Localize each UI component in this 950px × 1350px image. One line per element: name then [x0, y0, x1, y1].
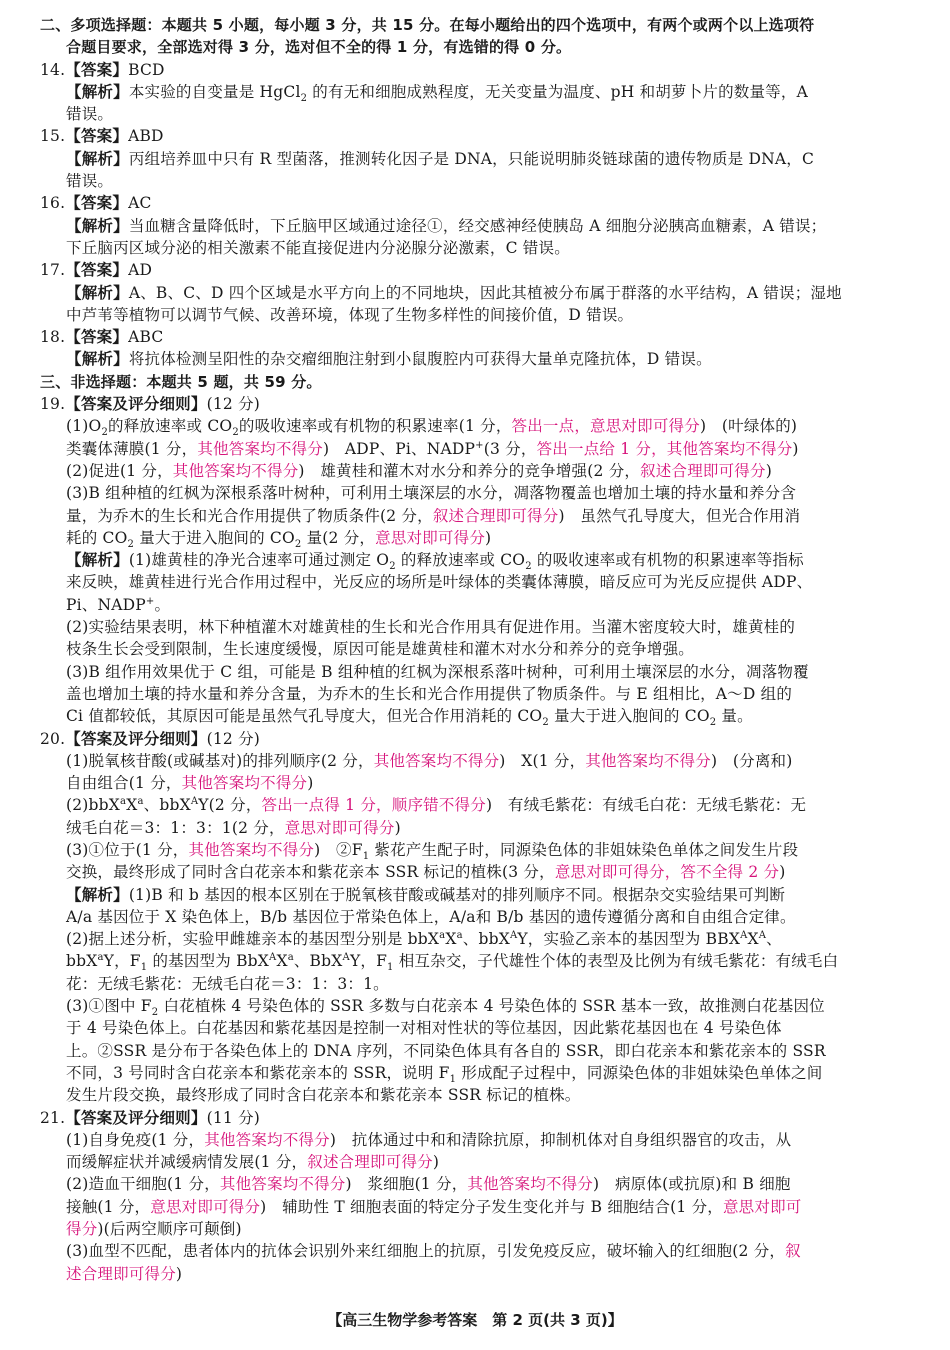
q14-explanation: 【解析】本实验的自变量是 HgCl$_2$ 的有无和细胞成熟程度，无关变量为温度、pH 和胡萝卜片的数量等，A — [66, 82, 808, 104]
q20-answer-line: $(2)bbX^aX^a$、bbX$^A$Y(2 分，答出一点得 1 分，顺序错不得分) 有绒毛紫花：有绒毛白花：无绒毛紫花：无 — [66, 796, 807, 815]
q19-answer-line: 耗的 $CO_2$ 量大于进入胞间的 $CO_2$ 量(2 分，意思对即可得分) — [66, 528, 492, 550]
q17-explanation-cont: 中芦苇等植物可以调节气候、改善环境，体现了生物多样性的间接价值，D 错误。 — [66, 305, 634, 324]
q19-explanation-cont: (2)实验结果表明，林下种植灌木对雄黄桂的生长和光合作用具有促进作用。当灌木密度较大时，雄黄桂的 — [66, 618, 796, 637]
q21-answer-line: 接触(1 分，意思对即可得分) 辅助性 T 细胞表面的特定分子发生变化并与 B 细胞结合(1 分，意思对即可 — [66, 1197, 802, 1216]
q19-heading: 19.【答案及评分细则】(12 分) — [40, 395, 261, 414]
q19-explanation-cont: 来反映，雄黄桂进行光合作用过程中，光反应的场所是叶绿体的类囊体薄膜，暗反应可为光反应提供 ADP、 — [66, 573, 813, 592]
q20-explanation: 【解析】(1)B 和 b 基因的根本区别在于脱氧核苷酸或碱基对的排列顺序不同。根据杂交实验结果可判断 — [66, 885, 786, 904]
q16-explanation: 【解析】当血糖含量降低时，下丘脑甲区域通过途径①，经交感神经使胰岛 A 细胞分泌胰高血糖素，A 错误； — [66, 216, 827, 235]
q20-explanation-cont: 不同，3 号同时含白花亲本和紫花亲本的 SSR，说明 $F_1$ 形成配子过程中，同源染色体的非姐妹染色单体之间 — [66, 1063, 823, 1085]
q20-explanation-cont: (3)①图中 $F_2$ 白花植株 4 号染色体的 SSR 多数与白花亲本 4 号染色体的 SSR 基本一致，故推测白花基因位 — [66, 997, 825, 1018]
q15-explanation-cont: 错误。 — [66, 172, 114, 191]
q20-answer-line: (1)脱氧核苷酸(或碱基对)的排列顺序(2 分，其他答案均不得分) X(1 分，其他答案均不得分) (分离和) — [66, 751, 793, 770]
q19-explanation-cont: 枝条生长会受到限制，生长速度缓慢，原因可能是雄黄桂和灌木对水分和养分的竞争增强。 — [66, 640, 695, 659]
q19-explanation-cont: Pi、NADP+。 — [66, 595, 171, 614]
q21-answer-line: 述合理即可得分) — [66, 1264, 183, 1283]
q15-explanation: 【解析】丙组培养皿中只有 R 型菌落，推测转化因子是 DNA，只能说明肺炎链球菌的遗传物质是 DNA，C — [66, 149, 815, 168]
q17-explanation: 【解析】A、B、C、D 四个区域是水平方向上的不同地块，因此其植被分布属于群落的水平结构，A 错误；湿地 — [66, 283, 842, 302]
page-footer: 【高三生物学参考答案 第 2 页(共 3 页)】 — [327, 1311, 623, 1329]
q21-answer-line: 而缓解症状并减缓病情发展(1 分，叙述合理即可得分) — [66, 1153, 440, 1172]
answer-sheet-page — [40, 14, 914, 1285]
q16-answer: 16.【答案】AC — [40, 194, 152, 213]
q20-explanation-cont: A/a 基因位于 X 染色体上，B/b 基因位于常染色体上，A/a和 B/b 基因的遗传遵循分离和自由组合定律。 — [66, 907, 796, 926]
q20-answer-line: (3)①位于(1 分，其他答案均不得分) $②F_1$ 紫花产生配子时，同源染色体的非姐妹染色单体之间发生片段 — [66, 840, 799, 862]
q18-explanation: 【解析】将抗体检测呈阳性的杂交瘤细胞注射到小鼠腹腔内可获得大量单克隆抗体，D 错误。 — [66, 350, 712, 369]
q15-answer: 15.【答案】ABD — [40, 127, 164, 146]
q20-heading: 20.【答案及评分细则】(12 分) — [40, 729, 261, 748]
section-2-heading: 二、多项选择题：本题共 5 小题，每小题 3 分，共 15 分。在每小题给出的四个选项中，有两个或两个以上选项符 — [40, 16, 815, 34]
q21-answer-line: 得分)(后两空顺序可颠倒) — [66, 1220, 242, 1239]
q19-answer-line: 量，为乔木的生长和光合作用提供了物质条件(2 分，叙述合理即可得分) 虽然气孔导度大，但光合作用消 — [66, 506, 801, 525]
q21-answer-line: (2)造血干细胞(1 分，其他答案均不得分) 浆细胞(1 分，其他答案均不得分) 病原体(或抗原)和 B 细胞 — [66, 1175, 791, 1194]
q14-explanation-cont: 错误。 — [66, 105, 114, 124]
q20-answer-line: 交换，最终形成了同时含白花亲本和紫花亲本 SSR 标记的植株(3 分，意思对即可得分，答不全得 2 分) — [66, 863, 786, 882]
q19-explanation: 【解析】(1)雄黄桂的净光合速率可通过测定 $O_2$ 的释放速率或 $CO_2$ 的吸收速率或有机物的积累速率等指标 — [66, 551, 804, 572]
q19-explanation-cont: 盖也增加土壤的持水量和养分含量，为乔木的生长和光合作用提供了物质条件。与 E 组相比，A～D 组的 — [66, 684, 793, 703]
q16-explanation-cont: 下丘脑丙区域分泌的相关激素不能直接促进内分泌腺分泌激素，C 错误。 — [66, 238, 570, 257]
q19-answer-line: $(1)O_2$的释放速率或 $CO_2$的吸收速率或有机物的积累速率(1 分，答出一点，意思对即可得分) (叶绿体的) — [66, 417, 798, 438]
q20-explanation-cont: 花：无绒毛紫花：无绒毛白花＝3：1：3：1。 — [66, 974, 389, 993]
q18-answer: 18.【答案】ABC — [40, 328, 164, 347]
q19-answer-line: (2)促进(1 分，其他答案均不得分) 雄黄桂和灌木对水分和养分的竞争增强(2 分，叙述合理即可得分) — [66, 461, 772, 480]
q20-explanation-cont: bbX$^a$Y，$F_1$ 的基因型为 $BbX^AX^a$、BbX$^A$Y，$F_1$ 相互杂交，子代雄性个体的表型及比例为有绒毛紫花：有绒毛白 — [66, 952, 839, 973]
q19-explanation-cont: (3)B 组作用效果优于 C 组，可能是 B 组种植的红枫为深根系落叶树种，可利用土壤深层的水分，凋落物覆 — [66, 662, 809, 681]
q20-explanation-cont: 于 4 号染色体上。白花基因和紫花基因是控制一对相对性状的等位基因，因此紫花基因也在 4 号染色体 — [66, 1019, 782, 1038]
q21-answer-line: (3)血型不匹配，患者体内的抗体会识别外来红细胞上的抗原，引发免疫反应，破坏输入的红细胞(2 分，叙 — [66, 1242, 801, 1261]
q21-answer-line: (1)自身免疫(1 分，其他答案均不得分) 抗体通过中和和清除抗原，抑制机体对自身组织器官的攻击，从 — [66, 1130, 792, 1149]
section-2-heading-cont: 合题目要求，全部选对得 3 分，选对但不全的得 1 分，有选错的得 0 分。 — [66, 38, 572, 57]
q20-explanation-cont: 上。②SSR 是分布于各染色体上的 DNA 序列，不同染色体具有各自的 SSR，即白花亲本和紫花亲本的 SSR — [66, 1041, 826, 1060]
q20-explanation-cont: 发生片段交换，最终形成了同时含白花亲本和紫花亲本 SSR 标记的植株。 — [66, 1086, 581, 1105]
q19-answer-line: (3)B 组种植的红枫为深根系落叶树种，可利用土壤深层的水分，凋落物覆盖也增加土壤的持水量和养分含 — [66, 484, 797, 503]
q19-answer-line: 类囊体薄膜(1 分，其他答案均不得分) ADP、Pi、NADP+(3 分，答出一点给 1 分，其他答案均不得分) — [66, 439, 799, 458]
section-3-heading: 三、非选择题：本题共 5 题，共 59 分。 — [40, 372, 322, 391]
q14-answer: 14.【答案】BCD — [40, 60, 165, 79]
q20-answer-line: 自由组合(1 分，其他答案均不得分) — [66, 774, 314, 793]
q20-explanation-cont: (2)据上述分析，实验甲雌雄亲本的基因型分别是 $bbX^aX^a$、bbX$^A$Y，实验乙亲本的基因型为 $BBX^AX^A$、 — [66, 930, 782, 949]
q20-answer-line: 绒毛白花＝3：1：3：1(2 分，意思对即可得分) — [66, 818, 401, 837]
q17-answer: 17.【答案】AD — [40, 261, 153, 280]
q19-explanation-cont: Ci 值都较低，其原因可能是虽然气孔导度大，但光合作用消耗的 $CO_2$ 量大于进入胞间的 $CO_2$ 量。 — [66, 707, 753, 728]
q21-heading: 21.【答案及评分细则】(11 分) — [40, 1108, 261, 1127]
